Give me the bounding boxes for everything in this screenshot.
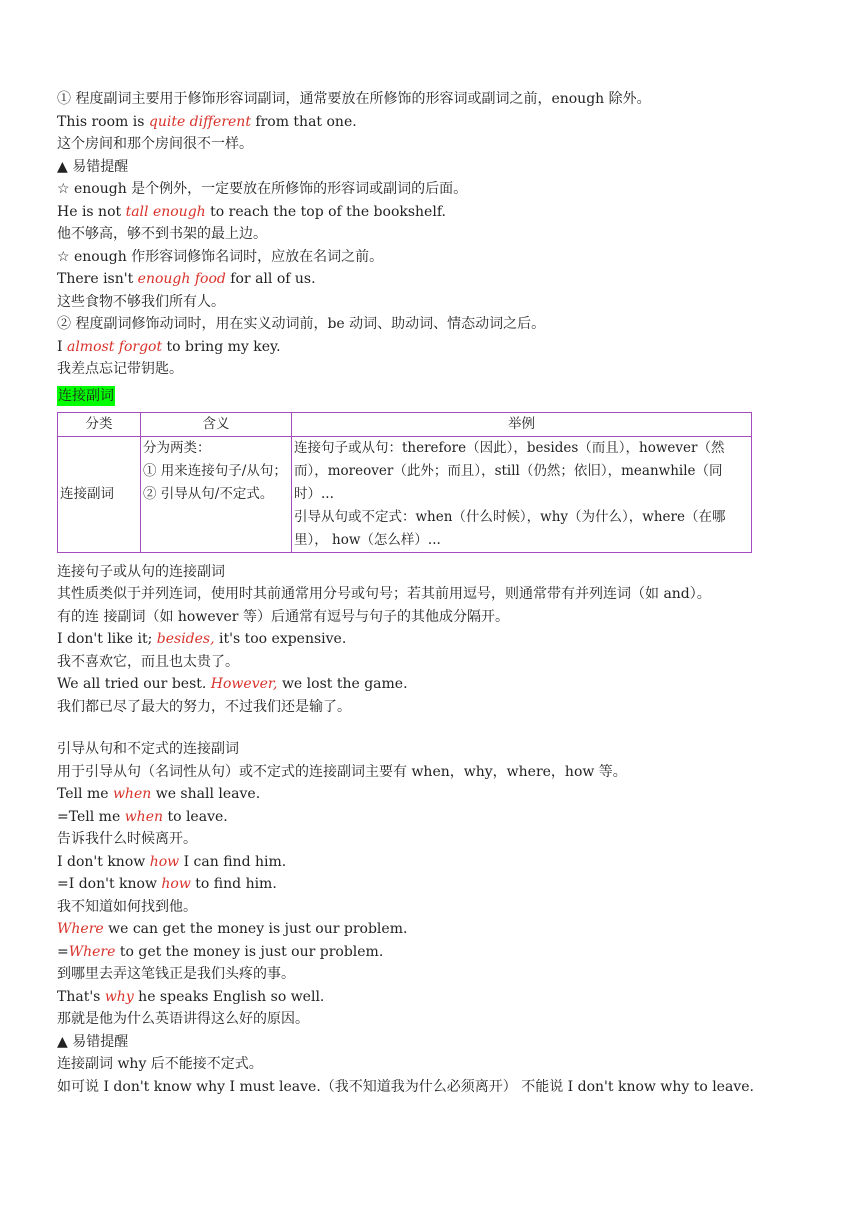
text-segment: from that one. — [250, 113, 357, 130]
text-segment: 这个房间和那个房间很不一样。 — [57, 136, 253, 152]
text-segment: 我不知道如何找到他。 — [57, 898, 197, 915]
document-page — [57, 88, 817, 1098]
text-segment: I don't know — [57, 853, 150, 870]
text-line — [57, 358, 817, 381]
text-segment: ☆ enough 作形容词修饰名词时，应放在名词之前。 — [57, 248, 384, 265]
text-segment: I don't like it; — [57, 631, 157, 647]
table-header-cell: 举例 — [292, 412, 752, 436]
text-line — [57, 583, 817, 606]
text-segment: ② 程度副词修饰动词时，用在实义动词前，be 动词、助动词、情态动词之后。 — [57, 316, 546, 332]
text-segment: ☆ enough 是个例外，一定要放在所修饰的形容词或副词的后面。 — [57, 181, 468, 197]
meaning-line: 分为两类： — [143, 439, 211, 456]
text-line — [57, 696, 817, 719]
text-segment: we shall leave. — [151, 786, 261, 802]
text-line — [57, 201, 817, 224]
text-segment: We all tried our best. — [57, 676, 211, 692]
text-segment: I — [57, 338, 67, 355]
text-segment: we can get the money is just our problem. — [103, 921, 408, 937]
text-line — [57, 88, 817, 111]
text-segment: Tell me — [57, 786, 113, 802]
text-line — [57, 1008, 817, 1031]
highlighted-example: Where — [68, 943, 116, 960]
section-heading-wrap — [57, 385, 817, 406]
example-line: 引导从句或不定式：when（什么时候），why（为什么），where（在哪里）， how（怎么样）... — [294, 508, 726, 548]
text-segment: to get the money is just our problem. — [115, 943, 384, 960]
text-segment: 连接副词 why 后不能接不定式。 — [57, 1056, 263, 1072]
text-segment: I can find him. — [179, 853, 287, 870]
section-heading: 连接副词 — [58, 387, 114, 404]
table-cell-meaning — [141, 436, 292, 552]
text-line — [57, 873, 817, 896]
text-segment: 告诉我什么时候离开。 — [57, 831, 197, 847]
text-segment: 如可说 I don't know why I must leave.（我不知道我为什么必须离开） 不能说 I don't know why to leave. — [57, 1078, 754, 1095]
text-segment: 连接句子或从句的连接副词 — [57, 563, 225, 580]
text-segment: 引导从句和不定式的连接副词 — [57, 741, 239, 757]
text-line — [57, 313, 817, 336]
text-line — [57, 738, 817, 761]
degree-adverb-section — [57, 88, 817, 381]
text-line — [57, 561, 817, 584]
text-line — [57, 246, 817, 269]
highlighted-example: tall enough — [125, 203, 206, 220]
text-line — [57, 651, 817, 674]
example-line: 连接句子或从句：therefore（因此），besides（而且），however（然而），moreover（此外；而且），still（仍然；依旧），meanwhile（同时）... — [294, 439, 725, 502]
text-segment: for all of us. — [225, 271, 316, 287]
highlighted-example: why — [104, 988, 134, 1005]
highlighted-example: how — [161, 876, 191, 892]
text-segment: =I don't know — [57, 876, 162, 892]
text-line — [57, 178, 817, 201]
table-row — [58, 436, 752, 552]
text-segment: This room is — [57, 113, 149, 130]
text-segment: 我们都已尽了最大的努力，不过我们还是输了。 — [57, 698, 351, 715]
text-segment: That's — [57, 988, 105, 1005]
text-line — [57, 963, 817, 986]
text-segment: He is not — [57, 203, 126, 220]
highlighted-example: However, — [210, 676, 278, 692]
table-header-cell: 分类 — [58, 412, 141, 436]
highlighted-example: Where — [57, 921, 104, 937]
text-segment: to leave. — [163, 808, 228, 825]
text-line — [57, 223, 817, 246]
text-line — [57, 896, 817, 919]
highlighted-example: when — [112, 786, 152, 802]
text-segment: he speaks English so well. — [133, 988, 325, 1005]
text-segment: 到哪里去弄这笔钱正是我们头疼的事。 — [57, 966, 295, 982]
text-segment: =Tell me — [57, 808, 125, 825]
table-header-cell: 含义 — [141, 412, 292, 436]
text-segment: 其性质类似于并列连词，使用时其前通常用分号或句号；若其前用逗号，则通常带有并列连词（如 and）。 — [57, 586, 711, 602]
text-line — [57, 828, 817, 851]
text-segment: 那就是他为什么英语讲得这么好的原因。 — [57, 1011, 309, 1027]
text-segment: 有的连 接副词（如 however 等）后通常有逗号与句子的其他成分隔开。 — [57, 608, 509, 625]
highlighted-example: enough food — [137, 271, 226, 287]
text-line — [57, 673, 817, 696]
linking-adverb-section — [57, 561, 817, 719]
text-segment: to bring my key. — [162, 338, 281, 355]
text-line — [57, 918, 817, 941]
text-segment: ▲ 易错提醒 — [57, 158, 129, 175]
table-cell-examples — [292, 436, 752, 552]
text-line — [57, 156, 817, 179]
text-segment: to find him. — [190, 876, 277, 892]
text-line — [57, 1076, 817, 1099]
highlighted-example: quite different — [148, 113, 251, 130]
highlighted-example: when — [124, 808, 163, 825]
highlighted-example: how — [149, 853, 180, 870]
text-segment: 我不喜欢它，而且也太贵了。 — [57, 653, 239, 670]
text-line — [57, 133, 817, 156]
text-segment: 他不够高，够不到书架的最上边。 — [57, 226, 267, 242]
text-segment: 这些食物不够我们所有人。 — [57, 293, 225, 310]
text-line — [57, 268, 817, 291]
text-segment: ▲ 易错提醒 — [57, 1033, 129, 1050]
text-line — [57, 783, 817, 806]
highlighted-example: besides, — [156, 631, 215, 647]
text-segment: 用于引导从句（名词性从句）或不定式的连接副词主要有 when，why，where，how 等。 — [57, 763, 627, 780]
text-segment: we lost the game. — [277, 676, 408, 692]
text-segment: = — [57, 943, 69, 960]
text-line — [57, 761, 817, 784]
text-line — [57, 806, 817, 829]
text-segment: it's too expensive. — [214, 631, 347, 647]
text-line — [57, 1053, 817, 1076]
text-line — [57, 1031, 817, 1054]
text-segment: to reach the top of the bookshelf. — [205, 203, 446, 220]
text-line — [57, 986, 817, 1009]
text-line — [57, 111, 817, 134]
text-segment: There isn't — [57, 271, 138, 287]
meaning-line: ② 引导从句/不定式。 — [143, 485, 274, 502]
text-segment: 我差点忘记带钥匙。 — [57, 361, 183, 377]
text-line — [57, 628, 817, 651]
conjunctive-adverb-table — [57, 412, 752, 553]
table-cell-category: 连接副词 — [58, 436, 141, 552]
text-line — [57, 606, 817, 629]
text-line — [57, 941, 817, 964]
text-line — [57, 336, 817, 359]
table-header-row — [58, 412, 752, 436]
text-segment: ① 程度副词主要用于修饰形容词副词，通常要放在所修饰的形容词或副词之前，enough 除外。 — [57, 91, 651, 107]
meaning-line: ① 用来连接句子/从句； — [143, 462, 287, 479]
highlighted-example: almost forgot — [66, 338, 163, 355]
text-line — [57, 291, 817, 314]
text-line — [57, 851, 817, 874]
clause-adverb-section — [57, 738, 817, 1098]
